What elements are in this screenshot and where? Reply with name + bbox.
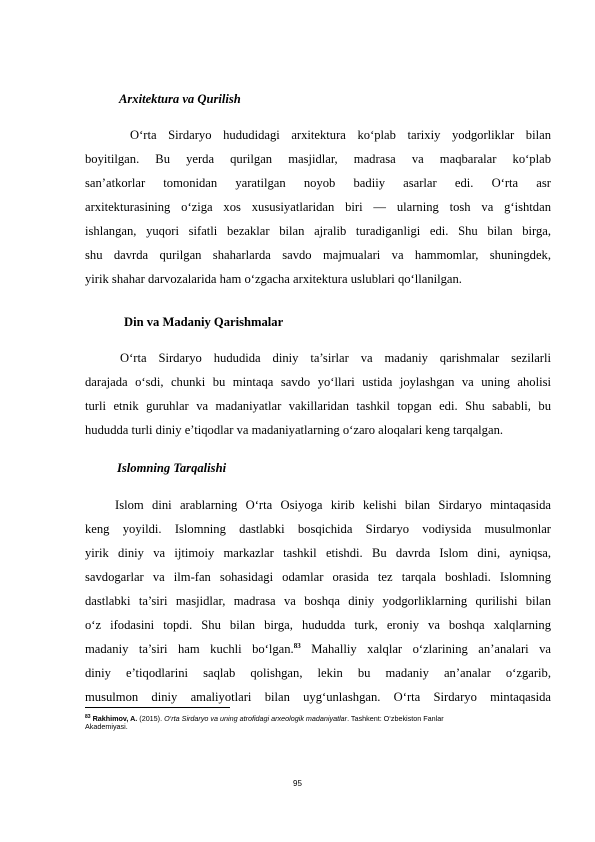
paragraph-line: ishlangan, yuqori sifatli bezaklar bilan ajralib turadiganligi edi. Shu bilan birga, [85, 224, 551, 238]
paragraph-line: o‘z ifodasini topdi. Shu bilan birga, hududda turk, eroniy va boshqa xalqlarning [85, 618, 551, 632]
paragraph-line: dastlabki ta’siri masjidlar, madrasa va boshqa diniy yodgorliklarning qurilishi bilan [85, 594, 551, 608]
paragraph-fragment: Mahalliy xalqlar o‘zlarining an’analari va [311, 642, 551, 656]
paragraph-line: O‘rta Sirdaryo hududidagi arxitektura ko‘plab tarixiy yodgorliklar bilan [130, 128, 551, 142]
paragraph-line: keng yoyildi. Islomning dastlabki bosqichida Sirdaryo vodiysida musulmonlar [85, 522, 551, 536]
footnote-number: 83 [85, 714, 91, 720]
paragraph-line: darajada o‘sdi, chunki bu mintaqa savdo yo‘llari ustida joylashgan va uning aholisi [85, 375, 551, 389]
paragraph-line: san’atkorlar tomonidan yaratilgan noyob badiiy asarlar edi. O‘rta asr [85, 176, 551, 190]
section-heading-arxitektura: Arxitektura va Qurilish [119, 92, 241, 106]
paragraph-line: turli etnik guruhlar va madaniyatlar vakillaridan tashkil topgan edi. Shu sababli, bu [85, 399, 551, 413]
footnote-continuation: Akademiyasi. [85, 722, 128, 731]
page-number: 95 [293, 779, 302, 788]
paragraph-line-with-footnote [85, 642, 551, 657]
paragraph-line: O‘rta Sirdaryo hududida diniy ta’sirlar va madaniy qarishmalar sezilarli [120, 351, 551, 365]
footnote-divider [85, 707, 230, 708]
paragraph-line: boyitilgan. Bu yerda qurilgan masjidlar, madrasa va maqbaralar ko‘plab [85, 152, 551, 166]
paragraph-line: shu davrda qurilgan shaharlarda savdo majmualari va hammomlar, shuningdek, [85, 248, 551, 262]
paragraph-line: yirik diniy va ijtimoiy markazlar tashkil etishdi. Bu davrda Islom dini, ayniqsa, [85, 546, 551, 560]
paragraph-line: hududda turli diniy e’tiqodlar va madaniyatlarning o‘zaro aloqalari keng tarqalgan. [85, 423, 504, 437]
section-heading-islom: Islomning Tarqalishi [117, 461, 227, 475]
paragraph-line: diniy e’tiqodlarini saqlab qolishgan, lekin bu madaniy an’analar o‘zgarib, [85, 666, 551, 680]
paragraph-line: arxitekturasining o‘ziga xos xususiyatlaridan biri — ularning tosh va g‘ishtdan [85, 200, 551, 214]
footnote-publisher: . Tashkent: O‘zbekiston Fanlar [347, 714, 444, 723]
paragraph-fragment: madaniy ta’siri ham kuchli bo‘lgan. [85, 642, 294, 656]
footnote-year: (2015). [139, 714, 163, 723]
footnote-title: O‘rta Sirdaryo va uning atrofidagi arxeologik madaniyatlar [164, 714, 348, 723]
paragraph-line: yirik shahar darvozalarida ham o‘zgacha arxitektura uslublari qo‘llanilgan. [85, 272, 462, 286]
section-heading-din: Din va Madaniy Qarishmalar [124, 315, 284, 329]
footnote-reference[interactable]: 83 [293, 642, 301, 650]
paragraph-line: savdogarlar va ilm-fan sohasidagi odamlar orasida tez tarqala boshladi. Islomning [85, 570, 551, 584]
paragraph-line: musulmon diniy amaliyotlari bilan uyg‘unlashgan. O‘rta Sirdaryo mintaqasida [85, 690, 551, 704]
footnote-author: Rakhimov, A. [92, 714, 138, 723]
paragraph-line: Islom dini arablarning O‘rta Osiyoga kirib kelishi bilan Sirdaryo mintaqasida [115, 498, 551, 512]
